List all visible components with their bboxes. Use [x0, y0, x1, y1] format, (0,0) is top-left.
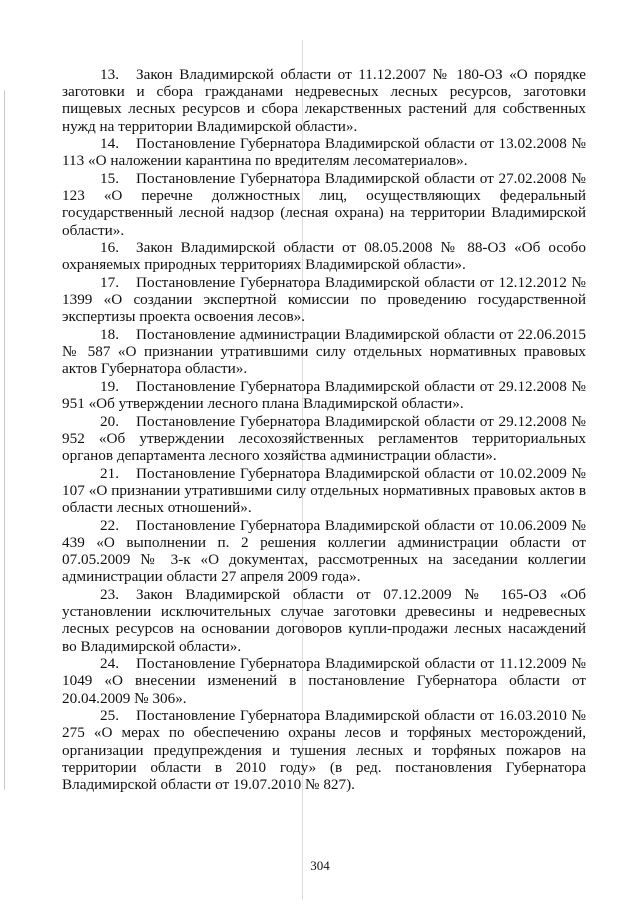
list-item	[62, 170, 586, 239]
list-item	[62, 655, 586, 707]
item-number: 21.	[100, 464, 119, 482]
item-text: Постановление администрации Владимирской области от 22.06.2015 № 587 «О признании утратившими силу отдельных нормативных правовых актов Губернатора области».	[62, 326, 586, 378]
list-item	[62, 517, 586, 586]
item-text: Постановление Губернатора Владимирской области от 13.02.2008 № 113 «О наложении карантина по вредителям лесоматериалов».	[62, 135, 586, 170]
item-number: 24.	[100, 655, 119, 673]
list-item	[62, 378, 586, 412]
item-number: 22.	[100, 516, 119, 534]
list-item	[62, 326, 586, 378]
item-text: Постановление Губернатора Владимирской области от 10.02.2009 № 107 «О признании утратившими силу отдельных нормативных правовых актов в области лесных отношений».	[62, 464, 586, 517]
list-item	[62, 239, 586, 273]
item-number: 20.	[100, 412, 119, 430]
item-text: Закон Владимирской области от 11.12.2007 № 180-ОЗ «О порядке заготовки и сбора гражданами недревесных лесных ресурсов, заготовки пищевых лесных ресурсов и сбора лекарственных растений для собственных нужд на территории Владимирской области».	[62, 66, 586, 135]
item-text: Постановление Губернатора Владимирской области от 16.03.2010 № 275 «О мерах по обеспечению охраны лесов и торфяных месторождений, организации предупреждения и тушения лесных и торфяных пожаров на территории области в 2010 году» (в ред. постановления Губернатора Владимирской области от 19.07.2010 № 827).	[62, 707, 586, 794]
item-number: 14.	[100, 135, 119, 153]
page-number: 304	[310, 858, 330, 873]
scan-edge-line	[4, 90, 5, 790]
list-item	[62, 465, 586, 517]
item-number: 23.	[100, 586, 119, 603]
item-number: 25.	[100, 707, 119, 725]
list-item	[62, 586, 586, 655]
list-item	[62, 135, 586, 169]
item-text: Постановление Губернатора Владимирской области от 12.12.2012 № 1399 «О создании экспертной комиссии по проведению государственной экспертизы проекта освоения лесов».	[62, 274, 586, 326]
item-text: Закон Владимирской области от 07.12.2009 № 165-ОЗ «Об установлении исключительных случае заготовки древесины и недревесных лесных ресурсов на основании договоров купли-продажи лесных насаждений во Владимирской области».	[62, 586, 586, 655]
item-number: 15.	[100, 170, 119, 187]
item-number: 17.	[100, 274, 119, 291]
item-text: Постановление Губернатора Владимирской области от 29.12.2008 № 952 «Об утверждении лесохозяйственных регламентов территориальных органов департамента лесного хозяйства администрации области».	[62, 412, 586, 465]
item-text: Закон Владимирской области от 08.05.2008 № 88-ОЗ «Об особо охраняемых природных территориях Владимирской области».	[62, 239, 586, 274]
list-item	[62, 707, 586, 793]
item-number: 18.	[100, 326, 119, 343]
item-text: Постановление Губернатора Владимирской области от 27.02.2008 № 123 «О перечне должностных лиц, осуществляющих федеральный государственный лесной надзор (лесная охрана) на территории Владимирской области».	[62, 170, 586, 239]
item-text: Постановление Губернатора Владимирской области от 10.06.2009 № 439 «О выполнении п. 2 решения коллегии администрации области от 07.05.2009 № 3-к «О документах, рассмотренных на заседании коллегии администрации области 27 апреля 2009 года».	[62, 516, 586, 586]
list-item	[62, 413, 586, 465]
legal-acts-list	[62, 66, 586, 794]
item-number: 19.	[100, 378, 119, 395]
list-item	[62, 66, 586, 135]
item-text: Постановление Губернатора Владимирской области от 11.12.2009 № 1049 «О внесении изменений в постановление Губернатора области от 20.04.2009 № 306».	[62, 655, 586, 707]
item-text: Постановление Губернатора Владимирской области от 29.12.2008 № 951 «Об утверждении лесного плана Владимирской области».	[62, 378, 586, 413]
item-number: 16.	[100, 239, 119, 257]
list-item	[62, 274, 586, 326]
item-number: 13.	[100, 66, 119, 83]
